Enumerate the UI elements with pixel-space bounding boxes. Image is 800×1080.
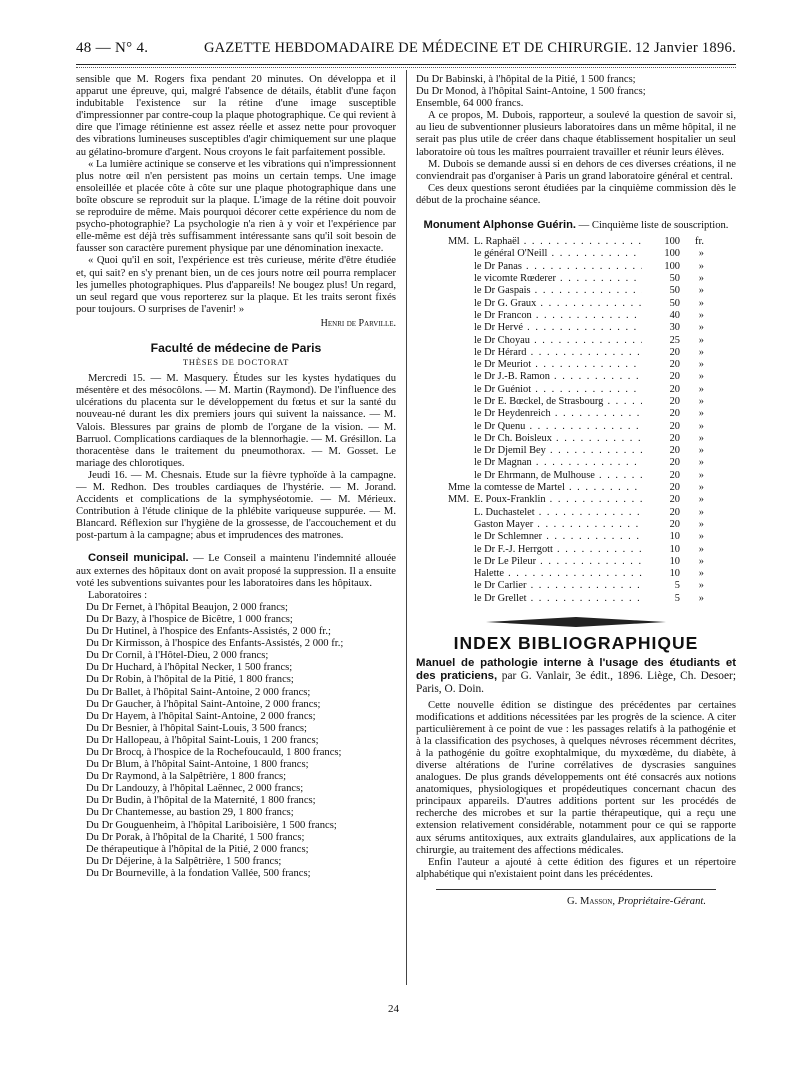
subscription-amount: 40 xyxy=(669,309,680,321)
lab-item: Du Dr Kirmisson, à l'hospice des Enfants-Assistés, 2 000 fr.; xyxy=(86,638,344,650)
subscriber-name: le Dr Ehrmann, de Mulhouse . . . xyxy=(474,470,642,482)
discussion-paragraph: A ce propos, M. Dubois, rapporteur, a soulevé la question de savoir si, au lieu de subventionner plusieurs laboratoires dans un même hôpital, il ne serait pas plus utile de créer dans chaque établissement hospitalier un seul laboratoire où tous les maîtres pourraient travailler et réunir leurs élèves. xyxy=(416,110,736,158)
subscriber-name: le Dr E. Bœckel, de Strasbourg . . . xyxy=(474,396,642,408)
subscription-unit: » xyxy=(698,395,704,407)
subscription-amount: 20 xyxy=(669,494,680,506)
lab-item: Du Dr Brocq, à l'hospice de la Rochefoucauld, 1 800 francs; xyxy=(86,746,342,758)
gerant-name: G. Masson, xyxy=(567,895,615,907)
theses-paragraph: Mercredi 15. — M. Masquery. Études sur les kystes hydatiques du mésentère et des mésocôlons. — M. Martin (Raymond). De l'influence des ulcérations du placenta sur le développement du fœtus et sur la santé du nouveau-né durant les dix premiers jours qui suivent la naissance. — M. Valois. Blessures par grains de plomb de l'organe de la vision. — M. Barruol. Complications cardiaques de la blennorhagie. — M. Grésillon. La thoracentèse dans le traitement du pneumothorax. — M. Gosset. Le mariage des chlorotiques. xyxy=(76,373,396,469)
subscriber-name: le vicomte Rœderer . . . xyxy=(474,273,642,285)
subscription-amount: 50 xyxy=(669,297,680,309)
subscription-unit: » xyxy=(698,543,704,555)
page-label: 48 — N° 4. xyxy=(76,40,149,56)
subscriber-name: E. Poux-Franklin . . . xyxy=(474,494,642,506)
subscription-row xyxy=(448,371,736,383)
subscriber-name: Halette . . . xyxy=(474,568,642,580)
subscription-prefix xyxy=(448,322,474,334)
labs-list-continued xyxy=(416,74,736,110)
subscription-row xyxy=(448,519,736,531)
issue-date: 12 Janvier 1896. xyxy=(634,40,736,56)
subscription-unit: » xyxy=(698,568,704,580)
subscription-prefix xyxy=(448,544,474,556)
subscription-row xyxy=(448,359,736,371)
subscription-prefix: MM. xyxy=(448,494,470,506)
subscription-amount: 20 xyxy=(669,469,680,481)
subscription-row xyxy=(448,580,736,592)
subscription-prefix xyxy=(448,384,474,396)
subscription-row xyxy=(448,347,736,359)
lab-item: Du Dr Huchard, à l'hôpital Necker, 1 500 francs; xyxy=(86,662,293,674)
subscriber-name: le Dr Francon . . . xyxy=(474,310,642,322)
page-header xyxy=(76,38,736,62)
subscriber-name: le Dr Carlier . . . xyxy=(474,580,642,592)
subscription-unit: » xyxy=(698,371,704,383)
subscription-unit: » xyxy=(698,297,704,309)
subscription-row xyxy=(448,433,736,445)
subscription-prefix xyxy=(448,556,474,568)
lab-item: Du Dr Porak, à l'hôpital de la Charité, 1 500 francs; xyxy=(86,831,305,843)
subscription-unit: » xyxy=(698,555,704,567)
lab-item: Du Dr Landouzy, à l'hôpital Laënnec, 2 000 francs; xyxy=(86,783,304,795)
lab-item: Du Dr Déjerine, à la Salpêtrière, 1 500 francs; xyxy=(86,855,282,867)
index-heading: INDEX BIBLIOGRAPHIQUE xyxy=(453,633,699,654)
review-paragraph: Cette nouvelle édition se distingue des précédentes par certaines modifications et additions nécessitées par les progrès de la science. A citer particulièrement à ce point de vue : les passages relatifs à la pathogénie et à la classification des psychoses, à quelques névroses récemment décrites, à la pathogénie du goître exophtalmique, du myxœdème, du diabète, à diverse altérations de l'urine corrélatives de dyscrasies sanguines analogues. De plus grands développements ont été consacrés aux notions anatomiques, physiologiques et propédeutiques concernant chacun des principaux appareils. D'autres additions portent sur les procédés de recherche des microbes et sur la partie thérapeutique, qui a reçu une extension relativement considérable, notamment pour ce qui se rapporte aux sérums antitoxiques, aux extraits glandulaires, aux applications de la chirurgie, au traitement des affections médicales. xyxy=(416,699,736,856)
footer-rule xyxy=(436,889,716,890)
subscription-unit: » xyxy=(698,518,704,530)
subscription-unit: » xyxy=(698,285,704,297)
subscription-row xyxy=(448,494,736,506)
subscription-amount: 10 xyxy=(669,568,680,580)
subscription-row xyxy=(448,335,736,347)
subscriber-name: le Dr Heydenreich . . . xyxy=(474,408,642,420)
conseil-text: — Le Conseil a maintenu l'indemnité allouée aux externes des hôpitaux dont on avait proposé la suppression. Il a ensuite voté les subventions suivantes pour les laboratoires dans les hôpitaux. xyxy=(76,553,396,589)
subscriber-name: le Dr Djemil Bey . . . xyxy=(474,445,642,457)
conseil-heading: Conseil municipal. xyxy=(88,552,189,565)
subscription-row xyxy=(448,445,736,457)
subscriber-name: le Dr Panas . . . xyxy=(474,261,642,273)
subscription-unit: » xyxy=(698,334,704,346)
discussion-paragraph: M. Dubois se demande aussi si en dehors de ces diverses créations, il ne conviendrait pas d'organiser à Paris un grand laboratoire général et central. xyxy=(416,158,736,182)
lab-item: Du Dr Blum, à l'hôpital Saint-Antoine, 1 800 francs; xyxy=(86,759,309,771)
subscriber-name: le Dr Guéniot . . . xyxy=(474,384,642,396)
lab-item: Du Dr Hallopeau, à l'hôpital Saint-Louis, 1 200 francs; xyxy=(86,734,319,746)
subscription-amount: 20 xyxy=(669,445,680,457)
book-meta: par G. Vanlair, 3e édit., 1896. Liège, Ch. Desoer; Paris, O. Doin. xyxy=(416,669,736,695)
subscription-prefix xyxy=(448,593,474,605)
subscription-amount: 20 xyxy=(669,359,680,371)
subscription-prefix xyxy=(448,519,474,531)
subscription-unit: » xyxy=(698,531,704,543)
subscription-row xyxy=(448,384,736,396)
subscriber-name: le Dr F.-J. Herrgott . . . xyxy=(474,544,642,556)
lab-item: Du Dr Bazy, à l'hospice de Bicêtre, 1 000 francs; xyxy=(86,613,293,625)
lab-item: Du Dr Budin, à l'hôpital de la Maternité, 1 800 francs; xyxy=(86,795,316,807)
page-number: 24 xyxy=(388,1003,399,1015)
subscription-amount: 100 xyxy=(664,248,680,260)
lab-item: Du Dr Fernet, à l'hôpital Beaujon, 2 000 francs; xyxy=(86,601,288,613)
subscription-amount: 20 xyxy=(669,432,680,444)
subscription-list xyxy=(448,236,736,605)
subscription-row xyxy=(448,396,736,408)
subscription-row xyxy=(448,310,736,322)
right-column xyxy=(416,74,736,908)
book-title: Manuel de pathologie interne à l'usage des étudiants et des praticiens, xyxy=(416,657,736,682)
article-signature: Henri de Parville. xyxy=(320,317,396,329)
subscription-amount: 30 xyxy=(669,322,680,334)
discussion-paragraph: Ces deux questions seront étudiées par la cinquième commission dès le début de la prochaine séance. xyxy=(416,182,736,206)
subscription-prefix xyxy=(448,433,474,445)
subscription-prefix xyxy=(448,531,474,543)
theses-paragraph: Jeudi 16. — M. Chesnais. Etude sur la fièvre typhoïde à la campagne. — M. Redhon. Des troubles cardiaques de l'hystérie. — M. Jorand. Accidents et complications de la symphyséotomie. — M. Mérieux. Contribution à l'étude clinique de la phlébite variqueuse suppurée. — M. Blancard. Réflexion sur l'hygiène de la grossesse, de l'accouchement et du post-partum à la campagne; abus et imprudences des matrones. xyxy=(76,469,396,542)
subscription-prefix xyxy=(448,359,474,371)
subscription-unit: » xyxy=(698,309,704,321)
subscription-amount: 20 xyxy=(669,408,680,420)
subscription-amount: 20 xyxy=(669,371,680,383)
left-column xyxy=(76,74,396,880)
lab-item: Du Dr Monod, à l'hôpital Saint-Antoine, 1 500 francs; xyxy=(416,86,646,98)
subscriber-name: la comtesse de Martel . . . xyxy=(474,482,642,494)
lab-item: Du Dr Raymond, à la Salpêtrière, 1 800 francs; xyxy=(86,771,287,783)
subscription-prefix xyxy=(448,335,474,347)
subscriber-name: le Dr Hérard . . . xyxy=(474,347,642,359)
subscription-prefix xyxy=(448,568,474,580)
header-dotted-rule xyxy=(76,67,736,68)
subscription-amount: 5 xyxy=(674,592,680,604)
subscription-row xyxy=(448,593,736,605)
article-paragraph: « Quoi qu'il en soit, l'expérience est très curieuse, mérite d'être étudiée et, qui sait? en s'y prenant bien, un de ces jours notre œil pourra remplacer les jumelles photographiques. Plus d'appareils! Ne bougez plus! Un regard, un seul regard que vous reporterez sur la plaque. Et les traits seront fixés pour toujours. O surprises de l'avenir! » xyxy=(76,255,396,315)
subscription-row xyxy=(448,470,736,482)
subscription-amount: 5 xyxy=(674,580,680,592)
subscription-amount: 100 xyxy=(664,236,680,248)
subscription-prefix xyxy=(448,457,474,469)
lab-item: Du Dr Bourneville, à la fondation Vallée, 500 francs; xyxy=(86,867,311,879)
article-paragraph: « La lumière actinique se conserve et les vibrations qui n'impressionnent plus notre œil n'en persistent pas moins un certain temps. Une image ensoleillée et placée côte à côte sur une plaque photographique dans une boîte obscure se reproduit sur la plaque. L'image de la rétine doit pouvoir se reproduire de même. Mais pourquoi décorer cette expérience du nom de psycho-photographie? La psychologie n'a rien à y voir et l'expérience par elle-même est déjà très suffisamment intéressante sans qu'il soit besoin de fausser son caractère purement physique par une dénomination inexacte. xyxy=(76,158,396,255)
subscription-unit: » xyxy=(698,322,704,334)
subscription-amount: 50 xyxy=(669,273,680,285)
lab-item: Du Dr Cornil, à l'Hôtel-Dieu, 2 000 francs; xyxy=(86,650,269,662)
article-paragraph: sensible que M. Rogers fixa pendant 20 minutes. On développa et il apparut une épreuve, qui, malgré l'absence de détails, établit d'une façon indubitable l'existence sur la rétine d'une image susceptible d'impressionner par contre-coup la plaque photographique. Ce qui revient à dire que l'image rétinienne est assez réelle et assez nette pour provoquer des vibrations lumineuses susceptibles d'agir chimiquement sur une plaque au gélatino-bromure d'argent. Nous croyons le fait parfaitement possible. xyxy=(76,74,396,158)
subscription-amount: 20 xyxy=(669,383,680,395)
subscription-prefix xyxy=(448,347,474,359)
gerant-line xyxy=(416,896,736,908)
subscription-prefix xyxy=(448,421,474,433)
subscription-prefix: Mme xyxy=(448,482,470,494)
book-entry xyxy=(416,657,736,695)
subscription-unit: » xyxy=(698,494,704,506)
subscriber-name: le Dr Gaspais . . . xyxy=(474,285,642,297)
subscriber-name: le Dr Ch. Boisleux . . . xyxy=(474,433,642,445)
subscription-row xyxy=(448,556,736,568)
lab-item: Du Dr Chantemesse, au bastion 29, 1 800 francs; xyxy=(86,807,294,819)
subscription-row xyxy=(448,531,736,543)
lab-item: Du Dr Besnier, à l'hôpital Saint-Louis, 3 500 francs; xyxy=(86,722,307,734)
theses-subheading: THÈSES DE DOCTORAT xyxy=(182,357,290,368)
monument-subheading: — Cinquième liste de souscription. xyxy=(578,220,729,232)
subscription-row xyxy=(448,457,736,469)
subscription-row xyxy=(448,273,736,285)
subscription-row xyxy=(448,408,736,420)
subscription-amount: 20 xyxy=(669,518,680,530)
subscriber-name: le Dr G. Graux . . . xyxy=(474,298,642,310)
subscriber-name: le Dr Magnan . . . xyxy=(474,457,642,469)
subscription-amount: 50 xyxy=(669,285,680,297)
subscriber-name: L. Duchastelet . . . xyxy=(474,507,642,519)
subscription-row xyxy=(448,261,736,273)
subscription-row xyxy=(448,544,736,556)
subscription-row xyxy=(448,298,736,310)
subscription-unit: » xyxy=(698,359,704,371)
journal-title: GAZETTE HEBDOMADAIRE DE MÉDECINE ET DE CHIRURGIE. xyxy=(204,40,632,56)
labs-list xyxy=(76,602,396,880)
subscriber-name: le Dr Le Pileur . . . xyxy=(474,556,642,568)
subscription-prefix xyxy=(448,248,474,260)
lab-item: Du Dr Babinski, à l'hôpital de la Pitié, 1 500 francs; xyxy=(416,74,636,85)
subscription-amount: 10 xyxy=(669,531,680,543)
subscription-unit: » xyxy=(698,432,704,444)
monument-heading: Monument Alphonse Guérin. xyxy=(423,219,577,232)
subscriber-name: le Dr Hervé . . . xyxy=(474,322,642,334)
column-divider xyxy=(406,70,407,985)
subscription-amount: 20 xyxy=(669,395,680,407)
subscription-prefix xyxy=(448,285,474,297)
lab-item: Du Dr Hutinel, à l'hospice des Enfants-Assistés, 2 000 fr.; xyxy=(86,626,331,638)
labs-intro: Laboratoires : xyxy=(88,589,148,601)
lab-item: Ensemble, 64 000 francs. xyxy=(416,98,524,110)
lab-item: Du Dr Hayem, à l'hôpital Saint-Antoine, 2 000 francs; xyxy=(86,710,316,722)
subscription-amount: 20 xyxy=(669,482,680,494)
subscription-row xyxy=(448,482,736,494)
lab-item: Du Dr Gaucher, à l'hôpital Saint-Antoine, 2 000 francs; xyxy=(86,698,321,710)
subscription-prefix xyxy=(448,580,474,592)
subscription-row xyxy=(448,285,736,297)
subscription-prefix xyxy=(448,298,474,310)
subscriber-name: le Dr Schlemner . . . xyxy=(474,531,642,543)
subscription-row xyxy=(448,236,736,248)
subscription-row xyxy=(448,322,736,334)
subscription-unit: fr. xyxy=(695,236,704,248)
subscription-amount: 25 xyxy=(669,334,680,346)
subscription-amount: 10 xyxy=(669,543,680,555)
subscription-prefix xyxy=(448,310,474,322)
subscription-unit: » xyxy=(698,248,704,260)
subscription-prefix xyxy=(448,408,474,420)
subscription-amount: 20 xyxy=(669,420,680,432)
subscription-unit: » xyxy=(698,506,704,518)
subscription-unit: » xyxy=(698,420,704,432)
subscription-amount: 100 xyxy=(664,260,680,272)
subscriber-name: le Dr J.-B. Ramon . . . xyxy=(474,371,642,383)
subscription-unit: » xyxy=(698,445,704,457)
subscription-unit: » xyxy=(698,592,704,604)
subscription-prefix xyxy=(448,371,474,383)
lab-item: Du Dr Gouguenheim, à l'hôpital Lariboisière, 1 500 francs; xyxy=(86,819,337,831)
lab-item: De thérapeutique à l'hôpital de la Pitié, 2 000 francs; xyxy=(86,843,309,855)
subscription-unit: » xyxy=(698,383,704,395)
subscription-unit: » xyxy=(698,260,704,272)
faculty-heading: Faculté de médecine de Paris xyxy=(150,340,322,355)
subscription-unit: » xyxy=(698,457,704,469)
header-rule xyxy=(76,64,736,65)
subscription-unit: » xyxy=(698,482,704,494)
subscription-unit: » xyxy=(698,580,704,592)
subscription-prefix xyxy=(448,396,474,408)
conseil-paragraph xyxy=(76,552,396,589)
subscription-unit: » xyxy=(698,408,704,420)
subscription-unit: » xyxy=(698,469,704,481)
subscription-unit: » xyxy=(698,346,704,358)
subscription-row xyxy=(448,248,736,260)
ornament-rule-icon xyxy=(486,617,666,627)
subscription-amount: 20 xyxy=(669,346,680,358)
subscriber-name: L. Raphaël . . . xyxy=(474,236,642,248)
subscription-row xyxy=(448,568,736,580)
subscriber-name: Gaston Mayer . . . xyxy=(474,519,642,531)
subscriber-name: le Dr Meuriot . . . xyxy=(474,359,642,371)
subscriber-name: le Dr Quenu . . . xyxy=(474,421,642,433)
gerant-role: Propriétaire-Gérant. xyxy=(617,895,706,907)
subscription-prefix xyxy=(448,261,474,273)
subscription-prefix xyxy=(448,507,474,519)
subscriber-name: le Dr Choyau . . . xyxy=(474,335,642,347)
subscription-amount: 20 xyxy=(669,457,680,469)
lab-item: Du Dr Robin, à l'hôpital de la Pitié, 1 800 francs; xyxy=(86,674,294,686)
subscriber-name: le Dr Grellet . . . xyxy=(474,593,642,605)
subscriber-name: le général O'Neill . . . xyxy=(474,248,642,260)
subscription-prefix xyxy=(448,445,474,457)
subscription-prefix xyxy=(448,470,474,482)
subscription-prefix: MM. xyxy=(448,236,470,248)
subscription-row xyxy=(448,507,736,519)
subscription-amount: 10 xyxy=(669,555,680,567)
subscription-amount: 20 xyxy=(669,506,680,518)
subscription-unit: » xyxy=(698,273,704,285)
lab-item: Du Dr Ballet, à l'hôpital Saint-Antoine, 2 000 francs; xyxy=(86,686,311,698)
review-paragraph: Enfin l'auteur a ajouté à cette édition des figures et un répertoire alphabétique qui n'existaient point dans les précédentes. xyxy=(416,856,736,880)
subscription-row xyxy=(448,421,736,433)
subscription-prefix xyxy=(448,273,474,285)
monument-heading-block xyxy=(416,219,736,232)
